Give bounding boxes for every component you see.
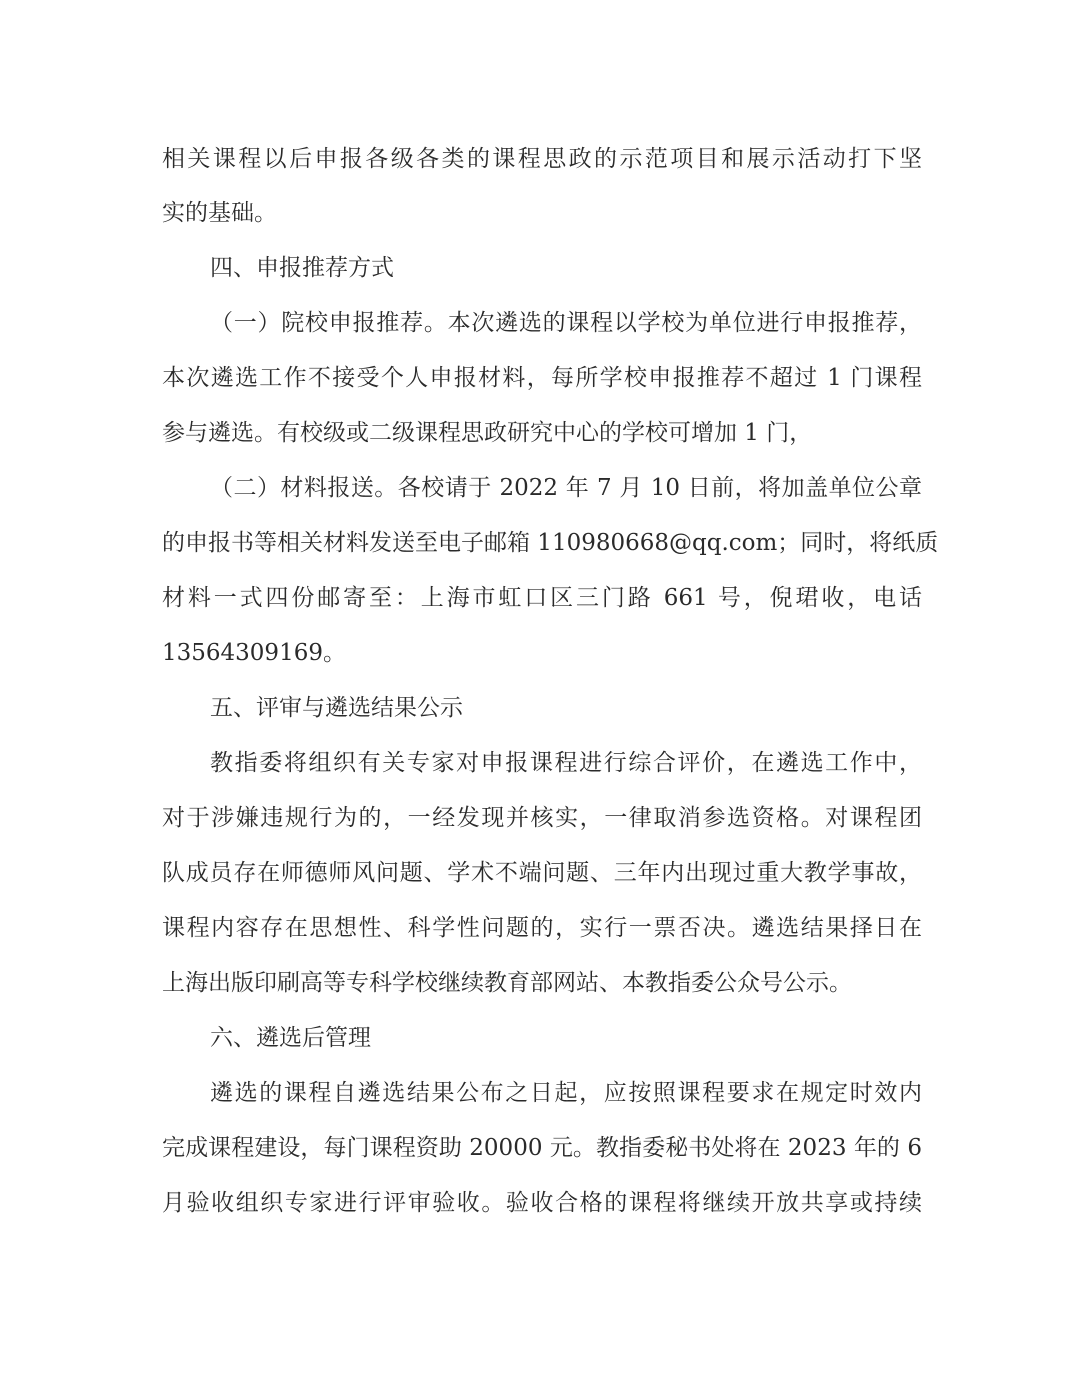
body-text-line: 实的基础。: [162, 200, 277, 226]
body-text-line: （二）材料报送。各校请于 2022 年 7 月 10 日前，将加盖单位公章: [210, 475, 922, 501]
body-text-line: 13564309169。: [162, 640, 346, 666]
body-text-line: 参与遴选。有校级或二级课程思政研究中心的学校可增加 1 门，: [162, 420, 813, 446]
body-text-line: 的申报书等相关材料发送至电子邮箱 110980668@qq.com；同时，将纸质: [162, 530, 939, 556]
section-heading-4: 四、申报推荐方式: [210, 255, 394, 281]
body-text-line: 完成课程建设，每门课程资助 20000 元。教指委秘书处将在 2023 年的 6: [162, 1135, 922, 1161]
body-text-line: 月验收组织专家进行评审验收。验收合格的课程将继续开放共享或持续: [162, 1190, 922, 1216]
body-text-line: 材料一式四份邮寄至：上海市虹口区三门路 661 号，倪珺收，电话: [162, 585, 922, 611]
body-text-line: 课程内容存在思想性、科学性问题的，实行一票否决。遴选结果择日在: [162, 915, 922, 941]
body-text-line: 遴选的课程自遴选结果公布之日起，应按照课程要求在规定时效内: [210, 1080, 922, 1106]
body-text-line: 相关课程以后申报各级各类的课程思政的示范项目和展示活动打下坚: [162, 146, 922, 172]
body-text-line: 对于涉嫌违规行为的，一经发现并核实，一律取消参选资格。对课程团: [162, 805, 922, 831]
body-text-line: 本次遴选工作不接受个人申报材料，每所学校申报推荐不超过 1 门课程: [162, 365, 922, 391]
body-text-line: 上海出版印刷高等专科学校继续教育部网站、本教指委公众号公示。: [162, 970, 852, 996]
section-heading-6: 六、遴选后管理: [210, 1025, 371, 1051]
body-text-line: 教指委将组织有关专家对申报课程进行综合评价，在遴选工作中，: [210, 750, 922, 776]
section-heading-5: 五、评审与遴选结果公示: [210, 695, 463, 721]
body-text-line: （一）院校申报推荐。本次遴选的课程以学校为单位进行申报推荐，: [210, 310, 922, 336]
body-text-line: 队成员存在师德师风问题、学术不端问题、三年内出现过重大教学事故，: [162, 860, 922, 886]
